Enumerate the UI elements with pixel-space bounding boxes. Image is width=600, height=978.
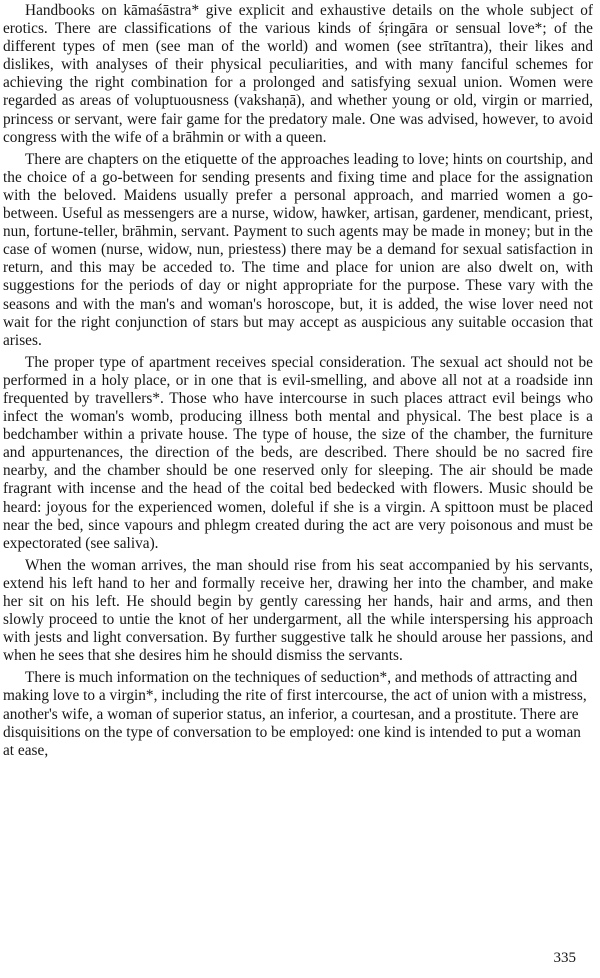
body-text	[3, 2, 593, 760]
paragraph-apartment: The proper type of apartment receives special consideration. The sexual act should not be performed in a holy place, or in one that is evil-smelling, and above all not at a roadside inn frequented by travellers*. Those who have intercourse in such places attract evil beings who infect the woman's womb, producing illness both mental and physical. The best place is a bedchamber within a private house. The type of house, the size of the chamber, the furniture and appurtenances, the direction of the beds, are described. There should be no sacred fire nearby, and the chamber should be one reserved only for sleeping. The air should be made fragrant with incense and the head of the coital bed bedecked with flowers. Music should be heard: joyous for the experienced women, doleful if she is a virgin. A spittoon must be placed near the bed, since vapours and phlegm created during the act are very poisonous and must be expectorated (see saliva).	[3, 353, 593, 552]
paragraph-courtship-etiquette: There are chapters on the etiquette of the approaches leading to love; hints on courtship, and the choice of a go-between for sending presents and fixing time and place for the assignation with the beloved. Maidens usually prefer a personal approach, and married women a go-between. Useful as messengers are a nurse, widow, hawker, artisan, gardener, mendicant, priest, nun, fortune-teller, brāhmin, servant. Payment to such agents may be made in money; but in the case of women (nurse, widow, nun, priestess) there may be a demand for sexual satisfaction in return, and this may be acceded to. The time and place for union are also dwelt on, with suggestions for the periods of day or night appropriate for the purpose. These vary with the seasons and with the man's and woman's horoscope, but, it is added, the wise lover need not wait for the right conjunction of stars but may accept as auspicious any suitable occasion that arises.	[3, 150, 593, 349]
paragraph-kamasastra-handbooks: Handbooks on kāmaśāstra* give explicit and exhaustive details on the whole subject of erotics. There are classifications of the various kinds of śṛingāra or sensual love*; of the different types of men (see man of the world) and women (see strītantra), their likes and dislikes, with analyses of their physical peculiarities, and with many fanciful schemes for achieving the right combination for a prolonged and satisfying sexual union. Women were regarded as areas of voluptuousness (vakshaṇā), and whether young or old, virgin or married, princess or servant, were fair game for the predatory male. One was advised, however, to avoid congress with the wife of a brāhmin or with a queen.	[3, 2, 593, 146]
page-number: 335	[553, 950, 576, 966]
paragraph-woman-arrives: When the woman arrives, the man should rise from his seat accompanied by his servants, extend his left hand to her and formally receive her, drawing her into the chamber, and make her sit on his left. He should begin by gently caressing her hands, hair and arms, and then slowly proceed to untie the knot of her undergarment, all the while interspersing his approach with jests and light conversation. By further suggestive talk he should arouse her passions, and when he sees that she desires him he should dismiss the servants.	[3, 556, 593, 665]
paragraph-seduction-techniques: There is much information on the techniques of seduction*, and methods of attracting and making love to a virgin*, including the rite of first intercourse, the act of union with a mistress, another's wife, a woman of superior status, an inferior, a courtesan, and a prostitute. There are disquisitions on the type of conversation to be employed: one kind is intended to put a woman at ease,	[3, 669, 587, 759]
